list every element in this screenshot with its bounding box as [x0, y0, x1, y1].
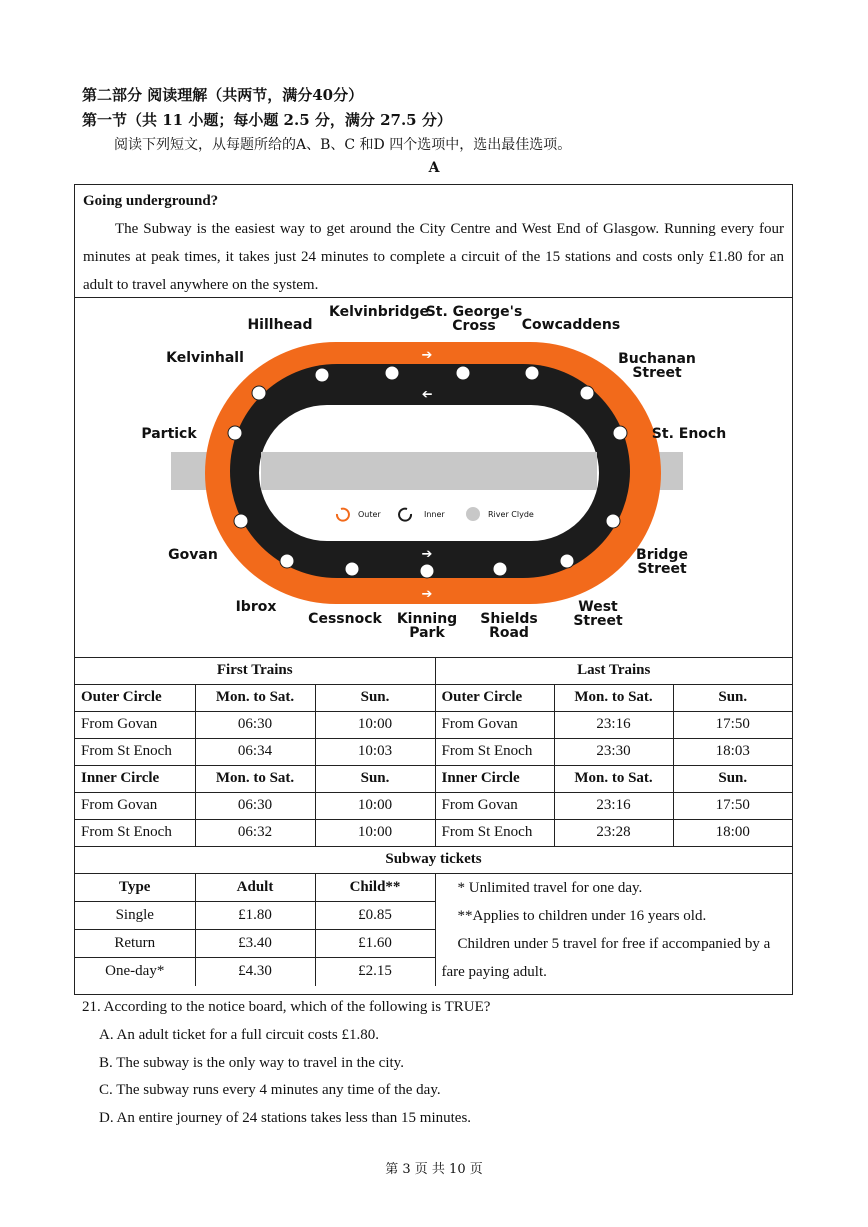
ticket-child-price: £0.85	[315, 901, 435, 929]
from-cell: From Govan	[435, 711, 554, 738]
from-cell: From St Enoch	[435, 738, 554, 765]
table-row	[75, 873, 792, 901]
col-sunday: Sun.	[673, 765, 792, 792]
time-cell: 06:34	[195, 738, 315, 765]
page-footer: 第 3 页 共 10 页	[385, 1162, 483, 1177]
label-shields-road-1: Shields	[480, 611, 538, 627]
station-dot-shields-road	[493, 562, 507, 576]
label-ibrox: Ibrox	[235, 599, 277, 615]
intro-body: The Subway is the easiest way to get around the City Centre and West End of Glasgow. Running every four minutes at peak times, it takes just 24 minutes to complete a circuit of the 15 stations and costs only £1.80 for an adult to travel anywhere on the system.	[83, 221, 784, 293]
time-cell: 17:50	[673, 792, 792, 819]
inner-arrow-top: ➔	[421, 386, 433, 401]
first-trains-title: First Trains	[75, 657, 435, 684]
ticket-type: Single	[75, 901, 195, 929]
label-st-georges-2: Cross	[452, 318, 496, 334]
station-dot-st-georges	[456, 366, 470, 380]
station-dot-st-enoch	[613, 426, 627, 440]
label-buchanan-2: Street	[632, 365, 682, 381]
outer-circle-label: Outer Circle	[435, 684, 554, 711]
passage-letter: A	[428, 160, 440, 176]
station-dot-kelvinbridge	[385, 366, 399, 380]
ticket-type: Return	[75, 929, 195, 957]
ticket-header-type: Type	[75, 873, 195, 901]
ticket-notes	[435, 873, 792, 986]
outer-circle-label: Outer Circle	[75, 684, 195, 711]
label-partick: Partick	[141, 426, 197, 442]
outer-arrow-top: ➔	[421, 348, 433, 363]
legend-outer: Outer	[358, 510, 381, 519]
time-cell: 17:50	[673, 711, 792, 738]
label-kinning-park-2: Park	[409, 625, 445, 641]
col-sunday: Sun.	[315, 765, 435, 792]
station-dot-bridge-street	[606, 514, 620, 528]
label-shields-road-2: Road	[489, 625, 529, 641]
option-b[interactable]: B. The subway is the only way to travel in the city.	[99, 1055, 404, 1071]
from-cell: From Govan	[75, 792, 195, 819]
option-c[interactable]: C. The subway runs every 4 minutes any time of the day.	[99, 1082, 441, 1098]
ticket-note-2: **Applies to children under 16 years old.	[457, 907, 707, 924]
legend-river: River Clyde	[488, 510, 534, 519]
label-west-street-1: West	[578, 599, 618, 615]
instruction-text: 阅读下列短文，从每题所给的A、B、C 和D 四个选项中，选出最佳选项。	[114, 137, 572, 153]
ticket-header-child: Child**	[315, 873, 435, 901]
station-dot-hillhead	[315, 368, 329, 382]
station-dot-cowcaddens	[525, 366, 539, 380]
col-weekday: Mon. to Sat.	[554, 765, 673, 792]
col-weekday: Mon. to Sat.	[554, 684, 673, 711]
time-cell: 06:30	[195, 792, 315, 819]
station-dot-kinning-park	[420, 564, 434, 578]
from-cell: From St Enoch	[75, 738, 195, 765]
col-weekday: Mon. to Sat.	[195, 765, 315, 792]
table-row	[75, 738, 792, 765]
label-bridge-street-1: Bridge	[636, 547, 688, 563]
river-legend-icon	[466, 507, 480, 521]
station-dot-buchanan	[580, 386, 594, 400]
label-st-georges-1: St. George's	[425, 304, 523, 320]
river-clyde-inside	[261, 452, 597, 490]
table-row	[75, 792, 792, 819]
time-cell: 10:03	[315, 738, 435, 765]
inner-arrow-bottom: ➔	[421, 547, 433, 562]
ticket-adult-price: £1.80	[195, 901, 315, 929]
label-cessnock: Cessnock	[308, 611, 382, 627]
label-st-enoch: St. Enoch	[651, 426, 727, 442]
label-buchanan-1: Buchanan	[618, 351, 696, 367]
option-a[interactable]: A. An adult ticket for a full circuit costs £1.80.	[99, 1027, 379, 1043]
label-hillhead: Hillhead	[247, 317, 313, 333]
table-row	[75, 819, 792, 846]
time-cell: 10:00	[315, 711, 435, 738]
label-kinning-park-1: Kinning	[396, 611, 458, 627]
from-cell: From St Enoch	[75, 819, 195, 846]
ticket-adult-price: £3.40	[195, 929, 315, 957]
table-row	[75, 684, 792, 711]
time-cell: 23:28	[554, 819, 673, 846]
label-govan: Govan	[168, 547, 218, 563]
label-west-street-2: Street	[573, 613, 623, 629]
time-cell: 10:00	[315, 792, 435, 819]
col-weekday: Mon. to Sat.	[195, 684, 315, 711]
subway-map	[75, 297, 792, 658]
from-cell: From St Enoch	[435, 819, 554, 846]
table-row	[75, 765, 792, 792]
option-d[interactable]: D. An entire journey of 24 stations takes less than 15 minutes.	[99, 1110, 472, 1126]
timetable	[75, 657, 792, 986]
tickets-title: Subway tickets	[75, 846, 792, 873]
intro-title: Going underground?	[83, 193, 219, 209]
ticket-child-price: £1.60	[315, 929, 435, 957]
ticket-note-1: * Unlimited travel for one day.	[457, 879, 643, 896]
river-clyde-right	[663, 452, 683, 490]
time-cell: 18:00	[673, 819, 792, 846]
label-bridge-street-2: Street	[637, 561, 687, 577]
ticket-header-adult: Adult	[195, 873, 315, 901]
time-cell: 10:00	[315, 819, 435, 846]
time-cell: 18:03	[673, 738, 792, 765]
intro-section	[75, 185, 792, 298]
col-sunday: Sun.	[315, 684, 435, 711]
station-dot-govan	[234, 514, 248, 528]
question-stem: 21. According to the notice board, which of the following is TRUE?	[82, 999, 491, 1015]
station-dot-partick	[228, 426, 242, 440]
time-cell: 23:30	[554, 738, 673, 765]
label-kelvinhall: Kelvinhall	[166, 350, 244, 366]
ticket-note-3: Children under 5 travel for free if accompanied by a fare paying adult.	[441, 935, 771, 980]
station-dot-cessnock	[345, 562, 359, 576]
part-heading: 第二部分 阅读理解（共两节，满分40分）	[82, 86, 364, 104]
from-cell: From Govan	[75, 711, 195, 738]
time-cell: 06:32	[195, 819, 315, 846]
ticket-child-price: £2.15	[315, 957, 435, 985]
ticket-type: One-day*	[75, 957, 195, 985]
outer-arrow-bottom: ➔	[421, 587, 433, 602]
label-cowcaddens: Cowcaddens	[521, 317, 621, 333]
subway-map-svg	[75, 297, 792, 657]
station-dot-ibrox	[280, 554, 294, 568]
ticket-adult-price: £4.30	[195, 957, 315, 985]
from-cell: From Govan	[435, 792, 554, 819]
inner-circle-label: Inner Circle	[75, 765, 195, 792]
last-trains-title: Last Trains	[435, 657, 792, 684]
time-cell: 23:16	[554, 711, 673, 738]
time-cell: 23:16	[554, 792, 673, 819]
inner-circle-label: Inner Circle	[435, 765, 554, 792]
section-heading: 第一节（共 11 小题；每小题 2.5 分，满分 27.5 分）	[82, 111, 452, 129]
table-row	[75, 711, 792, 738]
col-sunday: Sun.	[673, 684, 792, 711]
river-clyde-left	[171, 452, 191, 490]
time-cell: 06:30	[195, 711, 315, 738]
station-dot-west-street	[560, 554, 574, 568]
label-kelvinbridge: Kelvinbridge	[328, 304, 430, 320]
station-dot-kelvinhall	[252, 386, 266, 400]
legend-inner: Inner	[424, 510, 445, 519]
notice-board	[74, 184, 793, 995]
